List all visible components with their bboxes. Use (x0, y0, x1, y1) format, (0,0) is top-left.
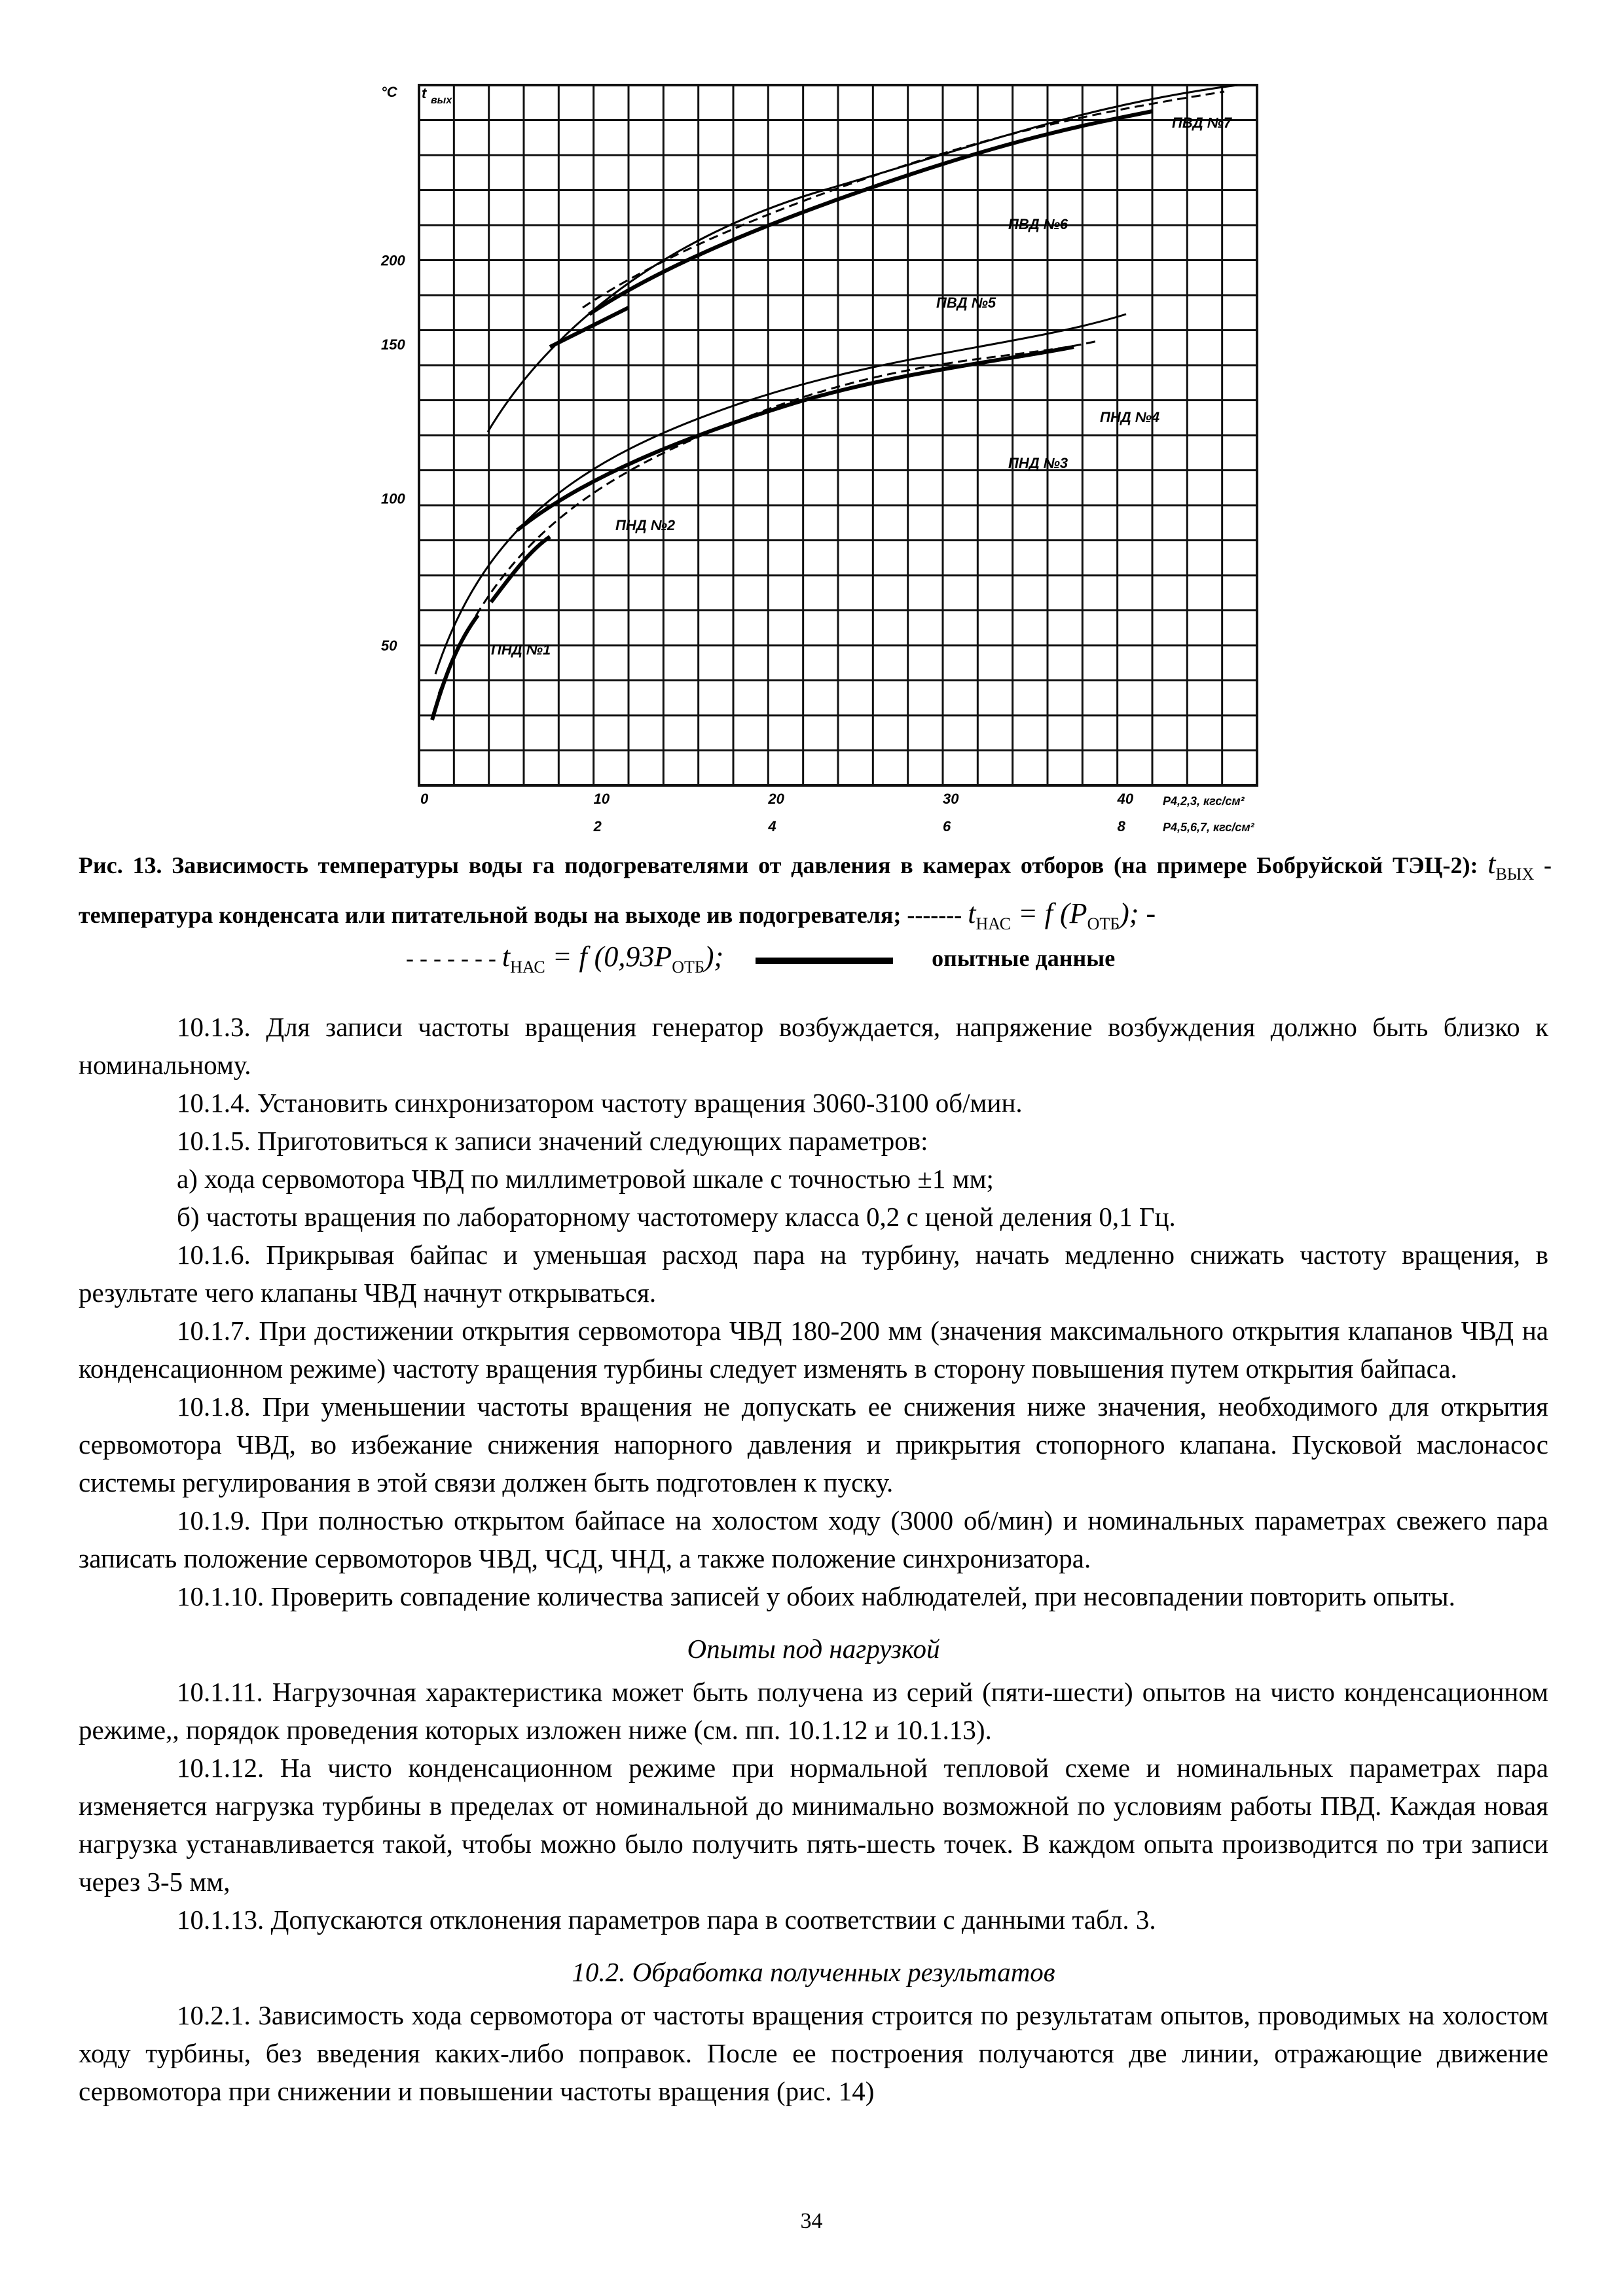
section-heading: 10.2. Обработка полученных результатов (572, 1957, 1055, 1987)
curve-label: ПНД №1 (491, 641, 551, 658)
curve-pvd-corrected (583, 92, 1224, 308)
curve-label: ПНД №2 (615, 517, 676, 533)
caption-line1: Рис. 13. Зависимость температуры воды га подогревателями от давления в камерах отборов (на примере Бобруйской ТЭЦ-2): (79, 852, 1478, 878)
x-tick-label: 40 (1117, 791, 1134, 807)
paragraph: 10.1.5. Приготовиться к записи значений следующих параметров: (177, 1126, 928, 1156)
y-tick-label: 100 (381, 490, 405, 507)
paragraph: 10.1.4. Установить синхронизатором частоту вращения 3060-3100 об/мин. (177, 1088, 1023, 1118)
curve-pnd1-experimental (432, 615, 478, 720)
caption-dash: - - - - - - - (406, 945, 496, 971)
paragraph: 10.1.12. На чисто конденсационном режиме при нормальной тепловой схеме и номинальных параметрах пара изменяется нагрузка турбины в пределах от номинальной до минимально возможной по условиям работы ПВД. Каждая новая нагрузка устанавливается такой, чтобы можно было получить пять-шесть точек. В каждом опыта производится по три записи через 3-5 мм, (79, 1753, 1548, 1897)
section-heading: Опыты под нагрузкой (687, 1634, 940, 1664)
caption-formula1: $t_{НАС} = f$ $(P_{ОТБ})$; - (968, 897, 1156, 933)
figure-caption-line2 (406, 937, 1388, 987)
paragraph: 10.1.10. Проверить совпадение количества записей у обоих наблюдателей, при несовпадении повторить опыты. (177, 1581, 1455, 1611)
x-tick-label: 0 (420, 791, 429, 807)
list-item: б) частоты вращения по лабораторному частотомеру класса 0,2 с ценой деления 0,1 Гц. (177, 1202, 1176, 1232)
y-axis-unit: °C (381, 84, 397, 100)
x-tick-label-secondary: 4 (768, 818, 776, 834)
curve-label: ПВД №5 (936, 295, 996, 311)
paragraph: 10.1.9. При полностью открытом байпасе на холостом ходу (3000 об/мин) и номинальных параметрах свежего пара записать положение сервомоторов ЧВД, ЧСД, ЧНД, а также положение синхронизатора. (79, 1505, 1548, 1573)
chart-grid (419, 85, 1257, 785)
page-number: 34 (800, 2209, 823, 2233)
paragraph: 10.2.1. Зависимость хода сервомотора от частоты вращения строится по результатам опытов, проводимых на холостом ходу турбины, без введения каких-либо поправок. После ее построения получаются две линии, отражающие движение сервомотора при снижении и повышении частоты вращения (рис. 14) (79, 2000, 1548, 2106)
figure-caption (79, 844, 1552, 944)
paragraph: 10.1.13. Допускаются отклонения параметров пара в соответствии с данными табл. 3. (177, 1905, 1156, 1935)
curve-pnd-saturation (435, 314, 1126, 674)
temperature-pressure-chart (367, 65, 1296, 864)
x-tick-label: 30 (943, 791, 959, 807)
x-axis-unit-secondary: P4,5,6,7, кгс/см² (1163, 821, 1254, 834)
x-tick-label-secondary: 2 (593, 818, 602, 834)
paragraph: 10.1.11. Нагрузочная характеристика может быть получена из серий (пяти-шести) опытов на чисто конденсационном режиме,, порядок проведения которых изложен ниже (см. пп. 10.1.12 и 10.1.13). (79, 1677, 1548, 1745)
curve-label: ПВД №7 (1172, 115, 1232, 131)
caption-t-out: $t_{ВЫХ}$ (1487, 848, 1535, 884)
curve-label: ПВД №6 (1008, 216, 1068, 232)
y-tick-label: 200 (381, 252, 405, 269)
y-tick-label: 150 (381, 336, 405, 353)
x-tick-label-secondary: 8 (1117, 818, 1125, 834)
y-axis-symbol-sub: вых (431, 95, 452, 106)
paragraph: 10.1.6. Прикрывая байпас и уменьшая расход пара на турбину, начать медленно снижать частоту вращения, в результате чего клапаны ЧВД начнут открываться. (79, 1240, 1548, 1308)
paragraph: 10.1.8. При уменьшении частоты вращения не допускать ее снижения ниже значения, необходимого для открытия сервомотора ЧВД, во избежание снижения напорного давления и прикрытия стопорного клапана. Пусковой маслонасос системы регулирования в этой связи должен быть подготовлен к пуску. (79, 1391, 1548, 1498)
curve-pvd-experimental (589, 111, 1152, 314)
curve-label: ПНД №4 (1100, 409, 1160, 425)
y-tick-label: 50 (381, 637, 397, 654)
curve-pnd2-experimental (491, 537, 550, 602)
body-text (79, 1008, 1548, 2110)
x-tick-label: 10 (593, 791, 610, 807)
x-tick-label-secondary: 6 (943, 818, 951, 834)
x-tick-label: 20 (768, 791, 784, 807)
y-axis-symbol: t (422, 85, 427, 101)
legend-text: опытные данные (932, 945, 1116, 971)
caption-formula2: $t_{НАС} = f$ $(0,93P_{ОТБ})$; (501, 941, 724, 977)
caption-t-out-desc: - температура конденсата или питательной воды на выходе ив подогревателя; ------- (79, 852, 1552, 928)
curve-label: ПНД №3 (1008, 455, 1068, 471)
x-axis-unit: P4,2,3, кгс/см² (1163, 795, 1245, 808)
paragraph: 10.1.7. При достижении открытия сервомотора ЧВД 180-200 мм (значения максимального открытия клапанов ЧВД на конденсационном режиме) частоту вращения турбины следует изменять в сторону повышения путем открытия байпаса. (79, 1316, 1548, 1384)
legend-solid-line (756, 958, 893, 964)
list-item: а) хода сервомотора ЧВД по миллиметровой шкале с точностью ±1 мм; (177, 1164, 994, 1194)
curve-pnd34-experimental (517, 347, 1074, 530)
paragraph: 10.1.3. Для записи частоты вращения генератор возбуждается, напряжение возбуждения должно быть близко к номинальному. (79, 1012, 1548, 1080)
